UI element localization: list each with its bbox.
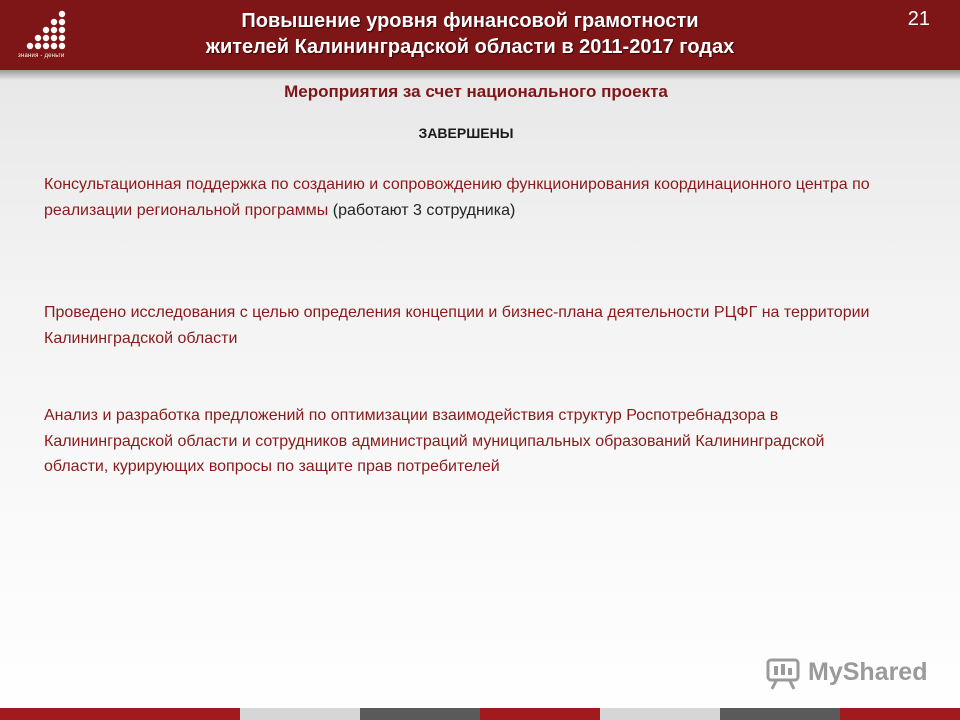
page-number: 21: [907, 8, 930, 30]
header-banner: [0, 0, 960, 70]
footer-segment: [0, 708, 240, 720]
footer-segment: [240, 708, 360, 720]
list-item-note: (работают 3 сотрудника): [332, 201, 516, 219]
slide-title: Мероприятия за счет национального проекта: [284, 82, 668, 101]
list-item: [44, 403, 874, 480]
header-title-line-2: жителей Калининградской области в 2011-2017 годах: [205, 36, 735, 58]
status-subheading: ЗАВЕРШЕНЫ: [418, 125, 514, 141]
list-item: [44, 172, 874, 223]
list-item-text: Проведено исследования с целью определения концепции и бизнес-плана деятельности РЦФГ на территории Калининградской области: [44, 304, 870, 347]
footer-segment: [720, 708, 840, 720]
list-item-text: Анализ и разработка предложений по оптимизации взаимодействия структур Роспотребнадзора в Калининградской области и сотрудников администраций муниципальных образований Калининградской области, курирующих вопросы по защите прав потребителей: [44, 407, 825, 475]
footer-stripe: [0, 708, 960, 720]
footer-segment: [480, 708, 600, 720]
footer-segment: [360, 708, 480, 720]
list-item-text: Консультационная поддержка по созданию и сопровождению функционирования координационного центра по реализации региональной программы: [44, 176, 870, 219]
list-item: [44, 300, 874, 351]
watermark-text: MyShared: [808, 658, 928, 686]
logo-caption: знания - деньги: [18, 53, 65, 59]
footer-segment: [840, 708, 960, 720]
footer-segment: [600, 708, 720, 720]
presentation-board-icon: [766, 658, 800, 690]
header-title-line-1: Повышение уровня финансовой грамотности: [241, 10, 699, 32]
header-shadow: [0, 70, 960, 80]
header-title: [150, 8, 790, 60]
